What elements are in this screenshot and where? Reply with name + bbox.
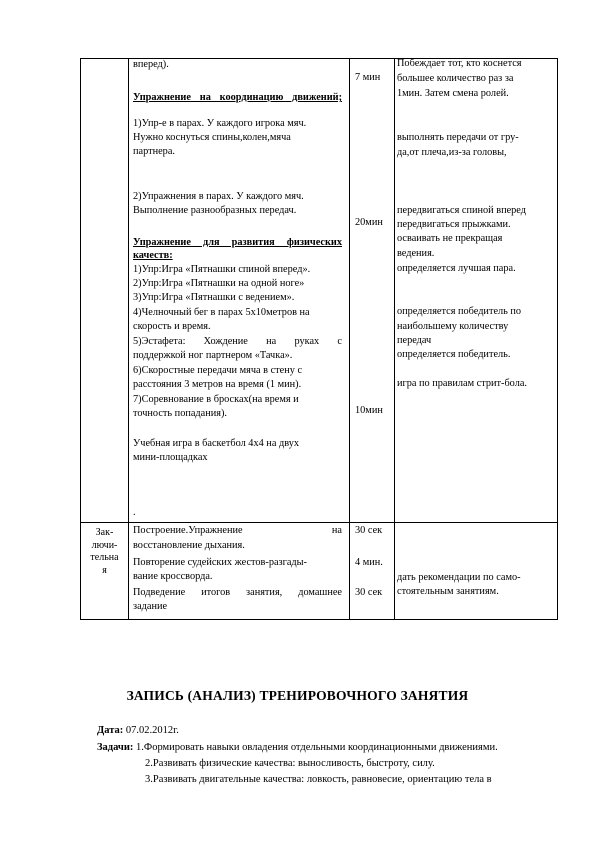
- content-line: 2)Упр:Игра «Пятнашки на одной ноге»: [133, 278, 305, 289]
- task-item: 3.Развивать двигательные качества: ловкость, равновесие, ориентацию тела в: [145, 774, 492, 785]
- section-heading: [133, 236, 342, 262]
- content-line: поддержкой ног партнером «Тачка».: [133, 350, 293, 361]
- date-label: Дата:: [97, 725, 124, 736]
- final-time-value: 30 сек: [355, 525, 383, 536]
- stage-label-line: я: [102, 564, 107, 576]
- content-line: Выполнение разнообразных передач.: [133, 205, 297, 216]
- note-line: определяется победитель по: [397, 306, 522, 317]
- date-value: 07.02.2012г.: [123, 725, 179, 736]
- time-cell: [350, 59, 395, 523]
- content-line: партнера.: [133, 146, 175, 157]
- time-value: 20мин: [355, 217, 383, 228]
- heading-text: Упражнение для развития физических качеств:: [133, 237, 342, 261]
- note-line: наибольшему количеству: [397, 321, 509, 332]
- final-content-line: Повторение судейских жестов-разгады-: [133, 557, 307, 568]
- tasks-label: Задачи:: [97, 742, 134, 753]
- time-value: 7 мин: [355, 72, 381, 83]
- tasks-line: [97, 741, 498, 755]
- section-heading: [133, 91, 342, 104]
- content-line: 1)Упр-е в парах. У каждого игрока мяч.: [133, 118, 307, 129]
- stage-label-line: лючи-: [91, 539, 118, 551]
- note-line: определяется победитель.: [397, 349, 511, 360]
- final-note-line: дать рекомендации по само-: [397, 572, 521, 583]
- content-line: 1)Упр:Игра «Пятнашки спиной вперед».: [133, 264, 311, 275]
- final-content-line: Построение.Упражнение на: [133, 525, 342, 536]
- final-notes-cell: [395, 523, 558, 620]
- content-line: 4)Челночный бег в парах 5х10метров на: [133, 307, 310, 318]
- final-content-line: Подведение итогов занятия, домашнее: [133, 587, 342, 598]
- content-line: скорость и время.: [133, 321, 211, 332]
- note-line: передвигаться спиной вперед: [397, 205, 526, 216]
- content-line: расстояния 3 метров на время (1 мин).: [133, 379, 302, 390]
- final-content-line: восстановление дыхания.: [133, 540, 245, 551]
- record-title: ЗАПИСЬ (АНАЛИЗ) ТРЕНИРОВОЧНОГО ЗАНЯТИЯ: [126, 688, 469, 703]
- content-line: Учебная игра в баскетбол 4х4 на двух: [133, 438, 300, 449]
- content-line: 5)Эстафета: Хождение на руках с: [133, 336, 342, 347]
- notes-cell: [395, 59, 558, 523]
- note-line: Побеждает тот, кто коснется: [397, 58, 522, 69]
- stage-label-line: тельна: [90, 552, 119, 563]
- stage-cell-empty: [81, 59, 129, 523]
- heading-text: Упражнение на координацию движений;: [133, 92, 342, 103]
- content-line: 2)Упражнения в парах. У каждого мяч.: [133, 191, 304, 202]
- task-item: 1.Формировать навыки овладения отдельными координационными движениями.: [133, 742, 498, 753]
- final-time-cell: [350, 523, 395, 620]
- final-content-line: задание: [133, 601, 168, 612]
- content-line: 6)Скоростные передачи мяча в стену с: [133, 365, 303, 376]
- note-line: ведения.: [397, 248, 435, 259]
- content-line: 7)Соревнование в бросках(на время и: [133, 394, 299, 405]
- content-line: .: [133, 507, 136, 518]
- note-line: выполнять передачи от гру-: [397, 132, 519, 143]
- note-line: определяется лучшая пара.: [397, 263, 516, 274]
- content-line: 3)Упр:Игра «Пятнашки с ведением».: [133, 292, 295, 303]
- final-content-line: вание кроссворда.: [133, 571, 213, 582]
- note-line: да,от плеча,из-за головы,: [397, 147, 507, 158]
- note-line: передвигаться прыжками.: [397, 219, 511, 230]
- content-line: вперед).: [133, 59, 169, 70]
- task-item: 2.Развивать физические качества: выносливость, быстроту, силу.: [145, 758, 435, 769]
- note-line: 1мин. Затем смена ролей.: [397, 88, 509, 99]
- stage-label-line: Зак-: [95, 527, 114, 538]
- final-time-value: 4 мин.: [355, 557, 383, 568]
- note-line: большее количество раз за: [397, 73, 514, 84]
- note-line: осваивать не прекращая: [397, 233, 503, 244]
- content-line: мини-площадках: [133, 452, 208, 463]
- time-value: 10мин: [355, 405, 383, 416]
- content-line: точность попадания).: [133, 408, 227, 419]
- note-line: игра по правилам стрит-бола.: [397, 378, 527, 389]
- stage-cell: [81, 523, 129, 620]
- note-line: передач: [397, 335, 432, 346]
- final-time-value: 30 сек: [355, 587, 383, 598]
- content-line: Нужно коснуться спины,колен,мяча: [133, 132, 291, 143]
- date-line: [97, 724, 179, 738]
- final-note-line: стоятельным занятиям.: [397, 586, 499, 597]
